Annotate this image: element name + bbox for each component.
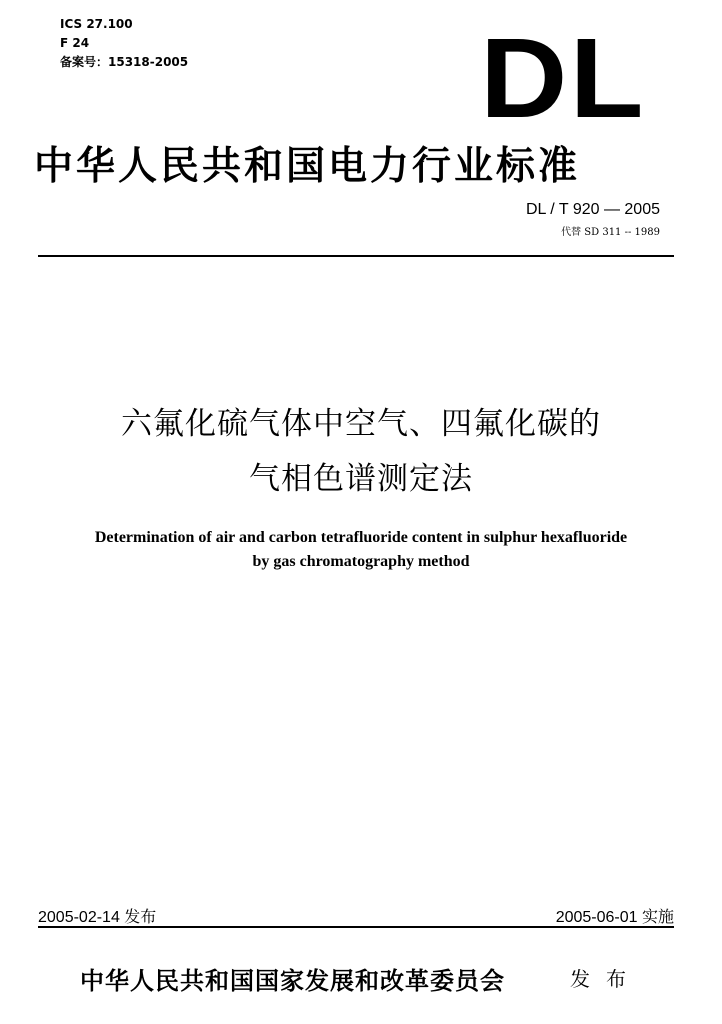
effective-date: 2005-06-01 实施 — [555, 909, 674, 926]
issue-label: 发布 — [570, 967, 642, 991]
standard-number: DL / T 920 — 2005 — [525, 201, 660, 218]
bottom-divider — [38, 926, 674, 928]
header-meta — [60, 15, 188, 72]
title-en-line2: by gas chromatography method — [252, 553, 470, 570]
record-number: 备案号：15318-2005 — [60, 55, 189, 69]
ics-code: ICS 27.100 — [60, 17, 133, 31]
replaces-standard: 代替 SD 311 -- 1989 — [561, 227, 660, 238]
title-cn-line2: 气相色谱测定法 — [249, 461, 473, 497]
org-title: 中华人民共和国电力行业标准 — [34, 143, 581, 189]
dl-logo: DL — [480, 13, 646, 142]
title-cn-line1: 六氟化硫气体中空气、四氟化碳的 — [121, 406, 601, 442]
top-divider — [38, 255, 674, 257]
publish-date: 2005-02-14 发布 — [38, 909, 157, 926]
title-en-line1: Determination of air and carbon tetrafluoride content in sulphur hexafluoride — [94, 529, 628, 546]
issuer-name: 中华人民共和国国家发展和改革委员会 — [80, 966, 505, 995]
classification-code: F 24 — [60, 36, 90, 50]
